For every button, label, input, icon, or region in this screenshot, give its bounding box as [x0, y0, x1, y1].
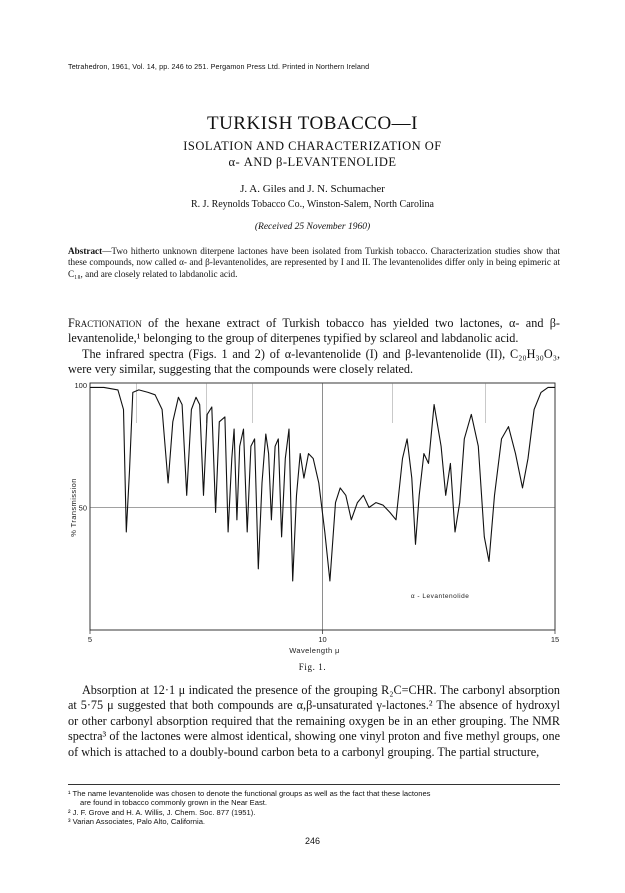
footnotes — [68, 789, 560, 827]
footnote-1: ¹ The name levantenolide was chosen to denote the functional groups as well as the fact that these lactones — [68, 789, 431, 798]
x-tick-label-2: 15 — [550, 635, 560, 644]
figure-caption: Fig. 1. — [298, 662, 327, 672]
page-number: 246 — [304, 836, 321, 846]
footnote-1-cont: are found in tobacco commonly grown in the Near East. — [80, 798, 267, 808]
paragraph-2-text: Absorption at 12·1 μ indicated the presence of the grouping R₂C=CHR. The carbonyl absorption at 5·75 μ suggested that both compounds are α,β-unsaturated γ-lactones.² The absence of hydroxyl or other carbonyl absorption required that the remaining oxygen be in an ether grouping. The NMR spectra³ of the lactones were almost identical, showing one vinyl proton and five methyl groups, one of which is attached to a doubly-bound carbon beta to a carbonyl grouping. The partial structure, — [68, 683, 560, 759]
footnote-rule — [68, 784, 560, 785]
legend-label: α - Levantenolide — [410, 593, 470, 601]
x-tick-label-1: 10 — [318, 635, 327, 644]
article-subtitle-line2: α- AND β-LEVANTENOLIDE — [228, 155, 397, 169]
footnote-3: ³ Varian Associates, Palo Alto, California. — [68, 817, 206, 827]
received-date: (Received 25 November 1960) — [254, 222, 371, 232]
x-tick-label-0: 5 — [87, 635, 93, 644]
y-tick-label-1: 50 — [78, 503, 87, 513]
article-subtitle-line1: ISOLATION AND CHARACTERIZATION OF — [183, 139, 442, 153]
abstract-text: —Two hitherto unknown diterpene lactones have been isolated from Turkish tobacco. Characterization studies show that these compounds, now called α- and β-levantenolides, are represented by I and II. The levantenolides differ only in being epimeric at C₁₈, and are closely related to labdanolic acid. — [68, 246, 560, 279]
article-title: TURKISH TOBACCO—I — [206, 113, 418, 134]
footnote-2: ² J. F. Grove and H. A. Willis, J. Chem. Soc. 877 (1951). — [68, 807, 256, 817]
paragraph-2 — [68, 683, 560, 760]
journal-header: Tetrahedron, 1961, Vol. 14, pp. 246 to 251. Pergamon Press Ltd. Printed in Northern Ireland — [68, 62, 370, 71]
abstract-label: Abstract — [68, 246, 103, 256]
y-axis-label: % Transmission — [69, 478, 78, 537]
x-axis-label: Wavelength μ — [289, 646, 340, 655]
chart-layer — [69, 381, 559, 655]
affiliation: R. J. Reynolds Tobacco Co., Winston-Salem, North Carolina — [191, 199, 434, 210]
paragraph-1-text: of the hexane extract of Turkish tobacco has yielded two lactones, α- and β-levantenolide,¹ belonging to the group of diterpenes typified by sclareol and labdanolic acid. — [68, 316, 560, 346]
y-tick-label-0: 100 — [74, 381, 87, 390]
paragraph-1-lead: Fractionation — [68, 316, 142, 330]
paragraph-1-text2: The infrared spectra (Figs. 1 and 2) of α-levantenolide (I) and β-levantenolide (II), C₂₀H₃₀O₃, were very similar, suggesting that the compounds were closely related. — [68, 346, 560, 377]
authors: J. A. Giles and J. N. Schumacher — [240, 183, 385, 195]
